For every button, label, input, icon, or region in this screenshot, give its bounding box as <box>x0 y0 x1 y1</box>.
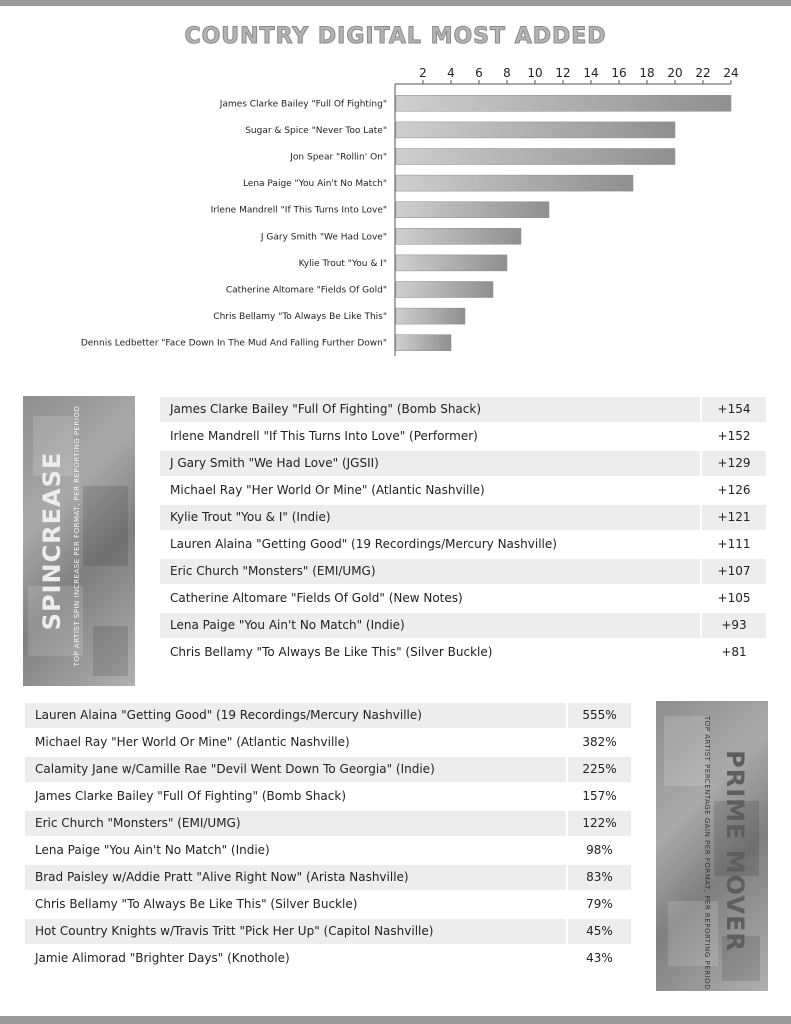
prime-mover-subtitle: TOP ARTIST PERCENTAGE GAIN PER FORMAT, PER REPORTING PERIOD <box>703 715 711 991</box>
chart-title: COUNTRY DIGITAL MOST ADDED <box>184 24 607 49</box>
category-label: Sugar & Spice "Never Too Late" <box>245 125 387 136</box>
bar <box>396 175 633 191</box>
entry-value: +105 <box>717 591 751 605</box>
table-row <box>160 532 766 559</box>
song-entry: Irlene Mandrell "If This Turns Into Love" (Performer) <box>170 429 478 443</box>
song-entry: Calamity Jane w/Camille Rae "Devil Went Down To Georgia" (Indie) <box>25 757 566 782</box>
table-row <box>160 397 766 424</box>
song-entry: Eric Church "Monsters" (EMI/UMG) <box>25 811 566 836</box>
category-label: Dennis Ledbetter "Face Down In The Mud And Falling Further Down" <box>80 338 387 349</box>
bar <box>396 335 451 351</box>
table-row <box>160 505 766 532</box>
category-label: Chris Bellamy "To Always Be Like This" <box>213 312 387 323</box>
song-entry: Hot Country Knights w/Travis Tritt "Pick Her Up" (Capitol Nashville) <box>25 919 566 944</box>
song-entry: Lauren Alaina "Getting Good" (19 Recordings/Mercury Nashville) <box>170 537 557 551</box>
entry-value: +154 <box>702 397 766 422</box>
bottom-border-bar <box>0 1016 791 1024</box>
x-tick-label: 18 <box>639 66 655 80</box>
x-tick-label: 10 <box>527 66 543 80</box>
bar <box>396 202 549 218</box>
category-label: Kylie Trout "You & I" <box>298 258 387 269</box>
entry-value: +81 <box>721 645 747 659</box>
table-row <box>160 559 766 586</box>
x-tick-label: 4 <box>447 66 455 80</box>
entry-value: 555% <box>568 703 631 728</box>
song-entry: Chris Bellamy "To Always Be Like This" (Silver Buckle) <box>170 645 493 659</box>
category-label: Catherine Altomare "Fields Of Gold" <box>225 285 387 296</box>
entry-value: 98% <box>586 843 613 857</box>
x-tick-label: 24 <box>723 66 739 80</box>
entry-value: +129 <box>702 451 766 476</box>
table-row <box>160 613 766 640</box>
table-row <box>160 586 766 613</box>
x-tick-label: 14 <box>583 66 599 80</box>
entry-value: +111 <box>717 537 751 551</box>
table-row <box>25 784 631 811</box>
entry-value: 122% <box>568 811 631 836</box>
entry-value: 45% <box>568 919 631 944</box>
entry-value: 225% <box>568 757 631 782</box>
bar <box>396 255 507 271</box>
category-label: J Gary Smith "We Had Love" <box>260 232 387 243</box>
prime-mover-title: PRIME MOVER <box>721 750 749 952</box>
song-entry: Michael Ray "Her World Or Mine" (Atlantic Nashville) <box>35 735 350 749</box>
entry-value: +152 <box>717 429 751 443</box>
spincrease-subtitle: TOP ARTIST SPIN INCREASE PER FORMAT, PER REPORTING PERIOD <box>73 405 81 667</box>
bar <box>396 149 675 165</box>
entry-value: +126 <box>717 483 751 497</box>
prime-mover-table <box>25 703 631 973</box>
entry-value: 79% <box>586 897 613 911</box>
entry-value: +107 <box>702 559 766 584</box>
song-entry: James Clarke Bailey "Full Of Fighting" (Bomb Shack) <box>35 789 347 803</box>
song-entry: J Gary Smith "We Had Love" (JGSII) <box>160 451 700 476</box>
x-tick-label: 20 <box>667 66 683 80</box>
song-entry: Michael Ray "Her World Or Mine" (Atlantic Nashville) <box>170 483 485 497</box>
bar <box>396 122 675 138</box>
spincrease-title: SPINCREASE <box>38 451 66 631</box>
x-tick-label: 6 <box>475 66 483 80</box>
table-row <box>25 838 631 865</box>
table-row <box>25 919 631 946</box>
song-entry: Lauren Alaina "Getting Good" (19 Recordings/Mercury Nashville) <box>25 703 566 728</box>
category-label: Lena Paige "You Ain't No Match" <box>242 179 387 190</box>
song-entry: Lena Paige "You Ain't No Match" (Indie) <box>35 843 270 857</box>
bar <box>396 308 465 324</box>
song-entry: Lena Paige "You Ain't No Match" (Indie) <box>160 613 700 638</box>
table-row <box>25 703 631 730</box>
x-tick-label: 16 <box>611 66 627 80</box>
entry-value: 157% <box>582 789 617 803</box>
bar <box>396 282 493 298</box>
bar <box>396 95 731 111</box>
song-entry: Jamie Alimorad "Brighter Days" (Knothole) <box>35 951 290 965</box>
song-entry: James Clarke Bailey "Full Of Fighting" (Bomb Shack) <box>160 397 700 422</box>
table-row <box>25 811 631 838</box>
entry-value: 43% <box>586 951 613 965</box>
table-row <box>160 478 766 505</box>
category-label: Irlene Mandrell "If This Turns Into Love" <box>210 205 387 216</box>
spincrease-table <box>160 397 766 667</box>
song-entry: Kylie Trout "You & I" (Indie) <box>160 505 700 530</box>
category-label: Jon Spear "Rollin' On" <box>290 152 387 163</box>
table-row <box>160 451 766 478</box>
entry-value: 83% <box>568 865 631 890</box>
table-row <box>25 757 631 784</box>
table-row <box>25 892 631 919</box>
song-entry: Eric Church "Monsters" (EMI/UMG) <box>160 559 700 584</box>
song-entry: Chris Bellamy "To Always Be Like This" (Silver Buckle) <box>35 897 358 911</box>
song-entry: Brad Paisley w/Addie Pratt "Alive Right Now" (Arista Nashville) <box>25 865 566 890</box>
prime-mover-side-panel <box>656 701 768 991</box>
table-row <box>25 865 631 892</box>
spincrease-side-panel <box>23 396 135 686</box>
bar <box>396 228 521 244</box>
x-tick-label: 22 <box>695 66 711 80</box>
x-tick-label: 2 <box>419 66 427 80</box>
most-added-bar-chart <box>0 60 791 370</box>
x-tick-label: 8 <box>503 66 511 80</box>
category-label: James Clarke Bailey "Full Of Fighting" <box>219 99 387 110</box>
entry-value: +121 <box>702 505 766 530</box>
song-entry: Catherine Altomare "Fields Of Gold" (New Notes) <box>170 591 463 605</box>
entry-value: 382% <box>582 735 617 749</box>
entry-value: +93 <box>702 613 766 638</box>
table-row <box>160 640 766 667</box>
table-row <box>160 424 766 451</box>
top-border-bar <box>0 0 791 6</box>
table-row <box>25 946 631 973</box>
x-tick-label: 12 <box>555 66 571 80</box>
table-row <box>25 730 631 757</box>
